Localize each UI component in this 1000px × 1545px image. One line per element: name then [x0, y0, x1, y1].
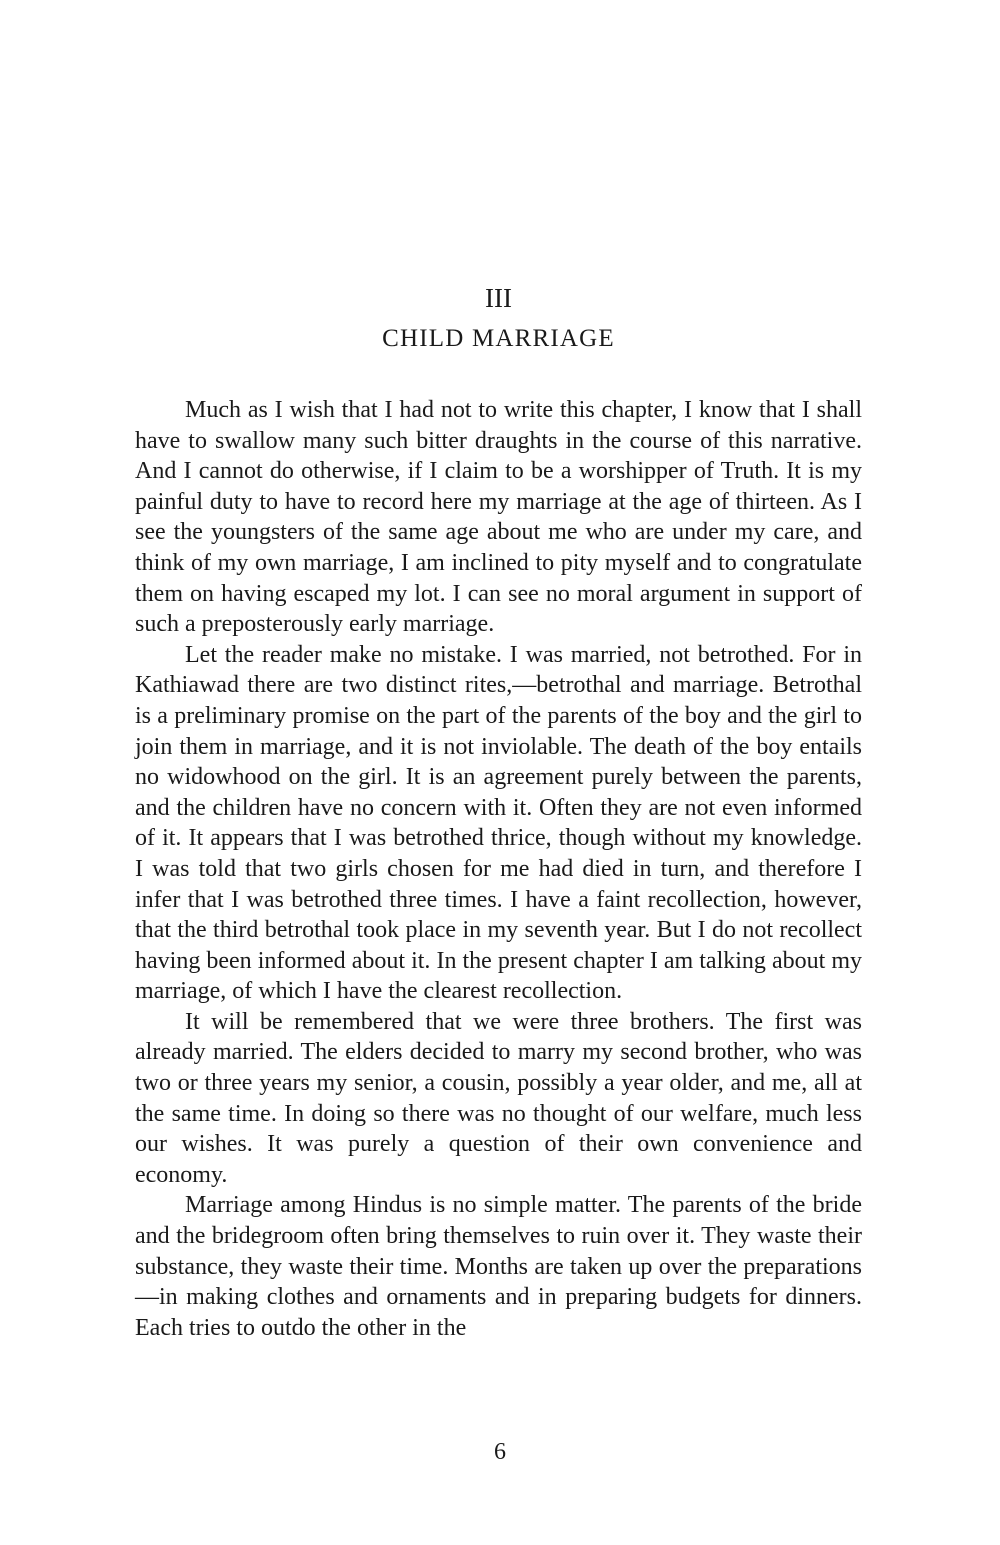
chapter-number: III	[485, 283, 512, 313]
chapter-text	[135, 395, 862, 1343]
paragraph: Much as I wish that I had not to write this chapter, I know that I shall have to swallow many such bitter draughts in the course of this narrative. And I cannot do otherwise, if I claim to be a worshipper of Truth. It is my painful duty to have to record here my marriage at the age of thirteen. As I see the youngsters of the same age about me who are under my care, and think of my own marriage, I am inclined to pity myself and to congratulate them on having escaped my lot. I can see no moral argument in support of such a preposterously early marriage.	[135, 397, 862, 638]
paragraph: Let the reader make no mistake. I was married, not betrothed. For in Kathiawad there are two distinct rites,—betrothal and marriage. Betrothal is a preliminary promise on the part of the parents of the boy and the girl to join them in marriage, and it is not inviolable. The death of the boy entails no widowhood on the girl. It is an agreement purely between the parents, and the children have no concern with it. Often they are not even informed of it. It appears that I was betrothed thrice, though without my knowledge. I was told that two girls chosen for me had died in turn, and therefore I infer that I was betrothed three times. I have a faint recollection, however, that the third betrothal took place in my seventh year. But I do not recollect having been informed about it. In the present chapter I am talking about my marriage, of which I have the clearest recollection.	[135, 641, 862, 1005]
paragraph: Marriage among Hindus is no simple matter. The parents of the bride and the bridegroom often bring themselves to ruin over it. They waste their substance, they waste their time. Months are taken up over the preparations—in making clothes and ornaments and in preparing budgets for dinners. Each tries to outdo the other in the	[135, 1192, 862, 1341]
chapter-title: CHILD MARRIAGE	[382, 325, 615, 352]
paragraph: It will be remembered that we were three brothers. The first was already married. The elders decided to marry my second brother, who was two or three years my senior, a cousin, possibly a year older, and me, all at the same time. In doing so there was no thought of our welfare, much less our wishes. It was purely a question of their own convenience and economy.	[135, 1008, 862, 1188]
page-body	[135, 280, 862, 1343]
page-number: 6	[494, 1439, 506, 1465]
